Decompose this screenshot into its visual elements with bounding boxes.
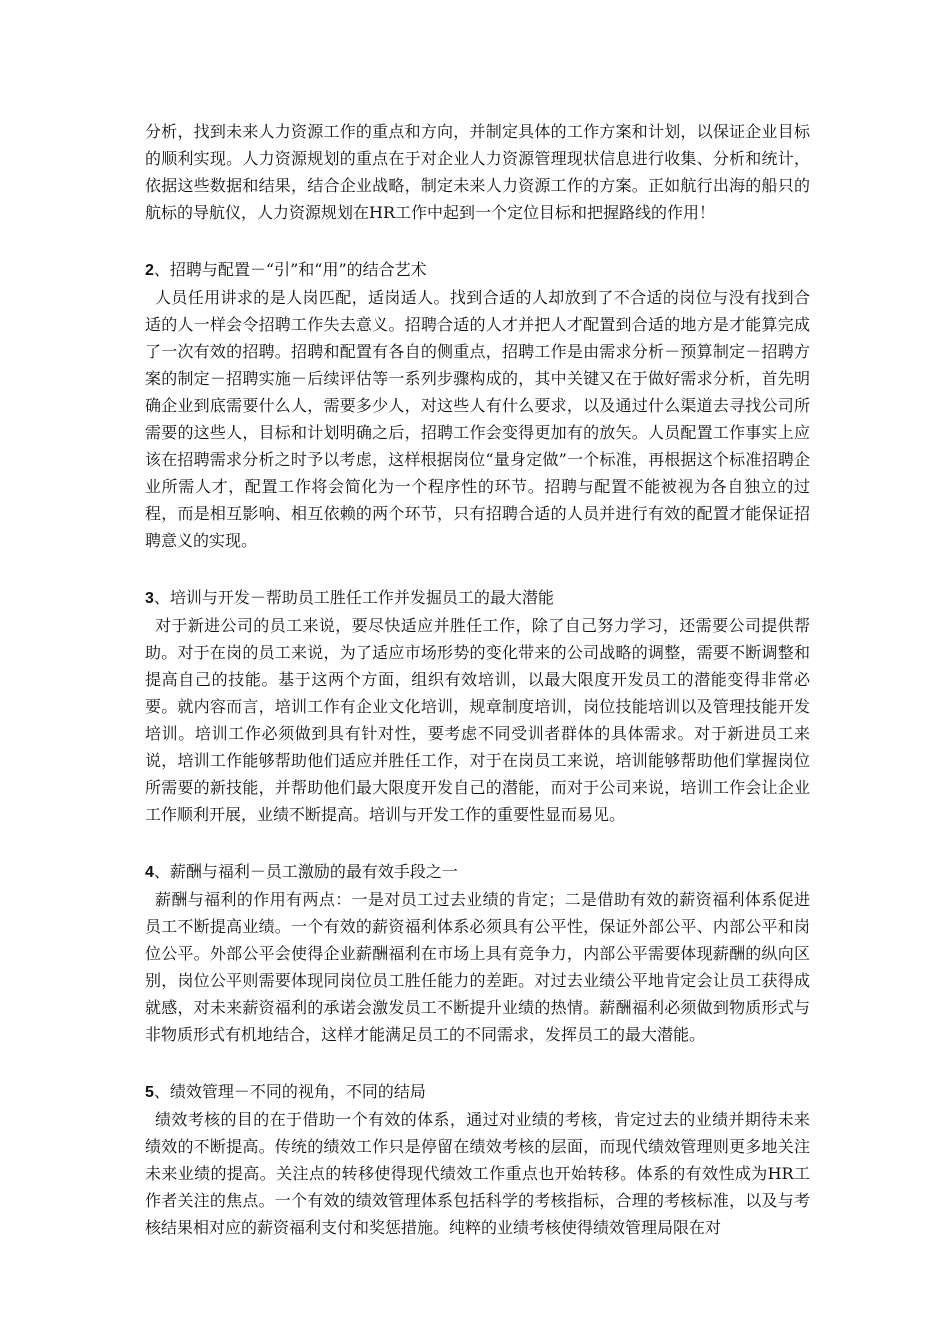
document-page [145, 118, 810, 1241]
section-title: 、绩效管理－不同的视角，不同的结局 [153, 1082, 426, 1101]
section-title: 、招聘与配置－“引”和“用”的结合艺术 [153, 260, 427, 279]
section-number: 2 [145, 262, 154, 279]
section-body-5: 绩效考核的目的在于借助一个有效的体系，通过对业绩的考核，肯定过去的业绩并期待未来绩效的不断提高。传统的绩效工作只是停留在绩效考核的层面，而现代绩效管理则更多地关注未来业绩的提高。关注点的转移使得现代绩效工作重点也开始转移。体系的有效性成为HR工作者关注的焦点。一个有效的绩效管理体系包括科学的考核指标，合理的考核标准，以及与考核结果相对应的薪资福利支付和奖惩措施。纯粹的业绩考核使得绩效管理局限在对 [145, 1110, 810, 1237]
intro-paragraph: 分析，找到未来人力资源工作的重点和方向，并制定具体的工作方案和计划，以保证企业目标的顺利实现。人力资源规划的重点在于对企业人力资源管理现状信息进行收集、分析和统计，依据这些数据和结果，结合企业战略，制定未来人力资源工作的方案。正如航行出海的船只的航标的导航仪，人力资源规划在HR工作中起到一个定位目标和把握路线的作用！ [145, 122, 810, 222]
section-number: 3 [145, 590, 154, 607]
section-heading-4 [145, 858, 810, 886]
section-title: 、培训与开发－帮助员工胜任工作并发掘员工的最大潜能 [153, 588, 554, 607]
section-heading-3 [145, 584, 810, 612]
section-title: 、薪酬与福利－员工激励的最有效手段之一 [153, 862, 458, 881]
section-gap [145, 1048, 810, 1078]
section-gap [145, 554, 810, 584]
section-gap [145, 226, 810, 256]
section-number: 5 [145, 1084, 154, 1101]
section-heading-5 [145, 1078, 810, 1106]
section-gap [145, 828, 810, 858]
section-number: 4 [145, 864, 154, 881]
section-heading-2 [145, 256, 810, 284]
section-body-3: 对于新进公司的员工来说，要尽快适应并胜任工作，除了自己努力学习，还需要公司提供帮助。对于在岗的员工来说，为了适应市场形势的变化带来的公司战略的调整，需要不断调整和提高自己的技能。基于这两个方面，组织有效培训，以最大限度开发员工的潜能变得非常必要。就内容而言，培训工作有企业文化培训，规章制度培训，岗位技能培训以及管理技能开发培训。培训工作必须做到具有针对性，要考虑不同受训者群体的具体需求。对于新进员工来说，培训工作能够帮助他们适应并胜任工作，对于在岗员工来说，培训能够帮助他们掌握岗位所需要的新技能，并帮助他们最大限度开发自己的潜能，而对于公司来说，培训工作会让企业工作顺利开展，业绩不断提高。培训与开发工作的重要性显而易见。 [145, 616, 810, 824]
section-body-2: 人员任用讲求的是人岗匹配，适岗适人。找到合适的人却放到了不合适的岗位与没有找到合适的人一样会令招聘工作失去意义。招聘合适的人才并把人才配置到合适的地方是才能算完成了一次有效的招聘。招聘和配置有各自的侧重点，招聘工作是由需求分析－预算制定－招聘方案的制定－招聘实施－后续评估等一系列步骤构成的，其中关键又在于做好需求分析，首先明确企业到底需要什么人，需要多少人，对这些人有什么要求，以及通过什么渠道去寻找公司所需要的这些人，目标和计划明确之后，招聘工作会变得更加有的放矢。人员配置工作事实上应该在招聘需求分析之时予以考虑，这样根据岗位“量身定做”一个标准，再根据这个标准招聘企业所需人才，配置工作将会简化为一个程序性的环节。招聘与配置不能被视为各自独立的过程，而是相互影响、相互依赖的两个环节，只有招聘合适的人员并进行有效的配置才能保证招聘意义的实现。 [145, 288, 810, 550]
section-body-4: 薪酬与福利的作用有两点：一是对员工过去业绩的肯定；二是借助有效的薪资福利体系促进员工不断提高业绩。一个有效的薪资福利体系必须具有公平性，保证外部公平、内部公平和岗位公平。外部公平会使得企业薪酬福利在市场上具有竞争力，内部公平需要体现薪酬的纵向区别，岗位公平则需要体现同岗位员工胜任能力的差距。对过去业绩公平地肯定会让员工获得成就感，对未来薪资福利的承诺会激发员工不断提升业绩的热情。薪酬福利必须做到物质形式与非物质形式有机地结合，这样才能满足员工的不同需求，发挥员工的最大潜能。 [145, 890, 810, 1044]
